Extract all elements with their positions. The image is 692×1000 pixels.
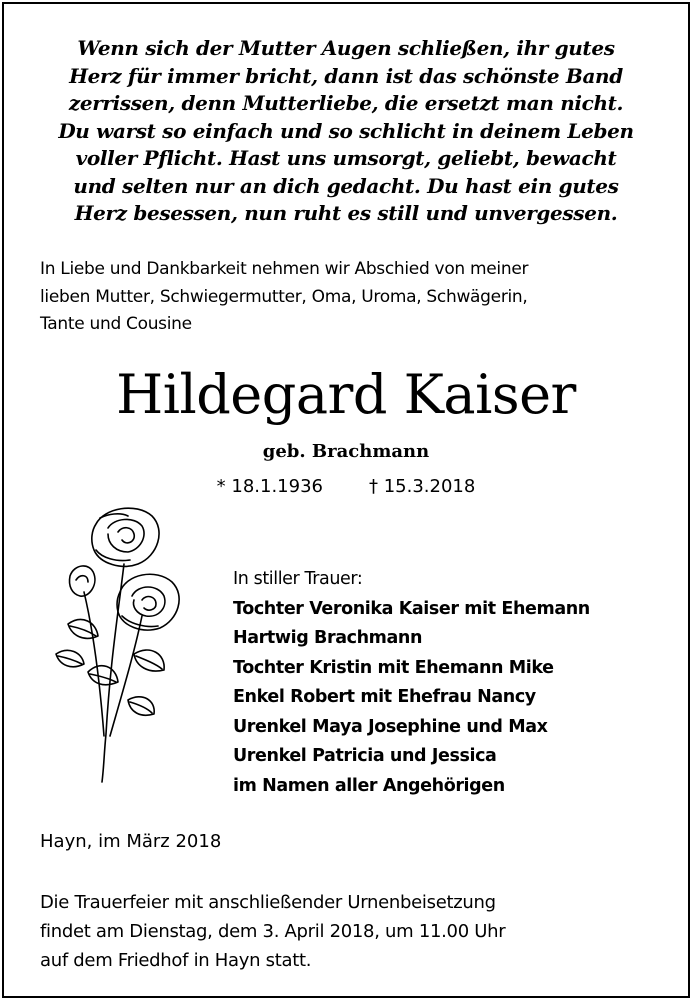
mourners-list (233, 565, 673, 801)
intro-line: Tante und Cousine (40, 314, 192, 334)
mourners-heading: In stiller Trauer: (233, 569, 363, 589)
memorial-poem (4, 35, 688, 228)
maiden-name: geb. Brachmann (262, 441, 430, 462)
mourner-line: Enkel Robert mit Ehefrau Nancy (233, 687, 536, 707)
poem-line: Herz für immer bricht, dann ist das schönste Band (69, 63, 623, 88)
poem-line: zerrissen, denn Mutterliebe, die ersetzt man nicht. (68, 91, 624, 115)
funeral-notice (40, 888, 660, 975)
death-date: † 15.3.2018 (369, 476, 476, 497)
poem-line: und selten nur an dich gedacht. Du hast ein gutes (73, 173, 619, 198)
mourner-line: Tochter Veronika Kaiser mit Ehemann (233, 598, 590, 619)
intro-line: In Liebe und Dankbarkeit nehmen wir Abschied von meiner (40, 259, 529, 279)
mourner-line: Tochter Kristin mit Ehemann Mike (233, 657, 554, 678)
place-and-date: Hayn, im März 2018 (40, 831, 222, 852)
obituary-frame (2, 2, 690, 998)
rose-icon (38, 504, 198, 784)
notice-line: Die Trauerfeier mit anschließender Urnenbeisetzung (40, 892, 496, 913)
poem-line: Du warst so einfach und so schlicht in deinem Leben (58, 118, 634, 143)
intro-line: lieben Mutter, Schwiegermutter, Oma, Uroma, Schwägerin, (40, 286, 528, 307)
deceased-name: Hildegard Kaiser (116, 363, 576, 426)
farewell-intro (40, 256, 660, 339)
mourner-line: im Namen aller Angehörigen (233, 775, 505, 796)
mourner-line: Hartwig Brachmann (233, 628, 423, 648)
poem-line: voller Pflicht. Hast uns umsorgt, geliebt, bewacht (75, 146, 617, 170)
life-dates (4, 474, 688, 500)
notice-line: auf dem Friedhof in Hayn statt. (40, 950, 312, 971)
poem-line: Wenn sich der Mutter Augen schließen, ihr gutes (77, 36, 615, 60)
mourner-line: Urenkel Maya Josephine und Max (233, 716, 548, 737)
mourner-line: Urenkel Patricia und Jessica (233, 746, 497, 766)
birth-date: * 18.1.1936 (216, 476, 323, 497)
notice-line: findet am Dienstag, dem 3. April 2018, um 11.00 Uhr (40, 921, 506, 942)
poem-line: Herz besessen, nun ruht es still und unvergessen. (74, 201, 618, 225)
